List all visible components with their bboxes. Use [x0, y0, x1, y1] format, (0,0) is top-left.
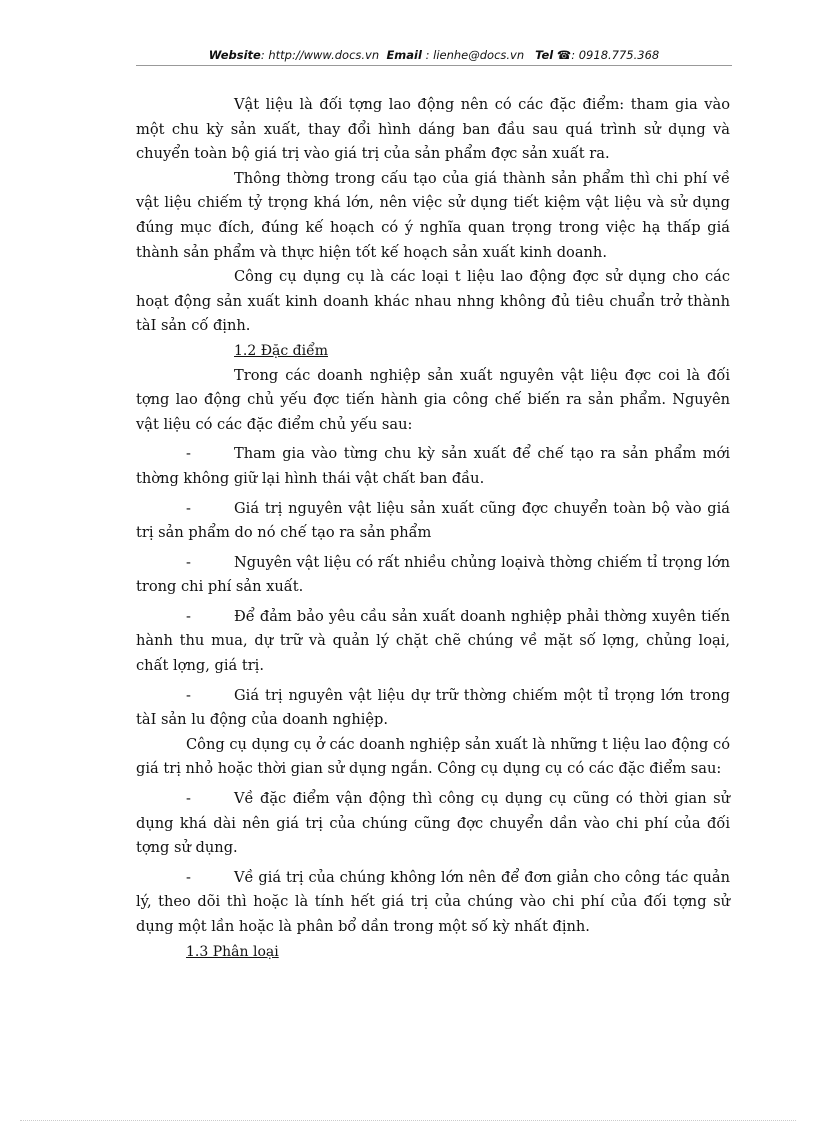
heading-1-2-text: 1.2 Đặc điểm: [234, 342, 328, 359]
list-item-text: Về giá trị của chúng không lớn nên để đơn giản cho công tác quản lý, theo dõi thì hoặc là tính hết giá trị của chúng vào chi phí của đối tợng sử dụng một lần hoặc là phân bổ dần trong một số kỳ nhất định.: [136, 868, 730, 935]
header-divider: [136, 65, 732, 66]
page-header: [136, 48, 732, 62]
footer-divider: [20, 1120, 796, 1121]
paragraph-cost-share: Thông thờng trong cấu tạo của giá thành sản phẩm thì chi phí về vật liệu chiếm tỷ trọng khá lớn, nên việc sử dụng tiết kiệm vật liệu và sử dụng đúng mục đích, đúng kế hoạch có ý nghĩa quan trọng trong việc hạ thấp giá thành sản phẩm và thực hiện tốt kế hoạch sản xuất kinh doanh.: [136, 169, 730, 261]
list-item: [136, 787, 730, 861]
email-address[interactable]: : lienhe@docs.vn: [425, 48, 525, 62]
list-item-text: Để đảm bảo yêu cầu sản xuất doanh nghiệp phải thờng xuyên tiến hành thu mua, dự trữ và quản lý chặt chẽ chúng về mặt số lợng, chủng loại, chất lợng, giá trị.: [136, 607, 730, 675]
list-item: [136, 684, 730, 733]
bullet-dash: -: [186, 445, 191, 463]
list-item-text: Về đặc điểm vận động thì công cụ dụng cụ cũng có thời gian sử dụng khá dài nên giá trị của chúng cũng đợc chuyển dần vào chi phí của đối tợng sử dụng.: [136, 790, 730, 857]
paragraph-tool-characteristics: Công cụ dụng cụ ở các doanh nghiệp sản xuất là những t liệu lao động có giá trị nhỏ hoặc thời gian sử dụng ngắn. Công cụ dụng cụ có các đặc điểm sau:: [136, 735, 730, 778]
tel-label: Tel: [535, 48, 554, 62]
bullet-dash: -: [186, 553, 191, 571]
website-url[interactable]: : http://www.docs.vn: [260, 48, 380, 62]
list-item: [136, 497, 730, 546]
list-item-text: Nguyên vật liệu có rất nhiều chủng loạivà thờng chiếm tỉ trọng lớn trong chi phí sản xuất.: [136, 553, 730, 596]
heading-1-3: [136, 940, 730, 965]
list-item: [136, 866, 730, 940]
list-item: [136, 551, 730, 600]
paragraph-characteristics: Trong các doanh nghiệp sản xuất nguyên vật liệu đợc coi là đối tợng lao động chủ yếu đợc tiến hành gia công chế biến ra sản phẩm. Nguyên vật liệu có các đặc điểm chủ yếu sau:: [136, 366, 730, 433]
document-body: [136, 93, 730, 964]
bullet-dash: -: [186, 790, 191, 808]
paragraph-materials: Vật liệu là đối tợng lao động nên có các đặc điểm: tham gia vào một chu kỳ sản xuất, thay đổi hình dáng ban đầu sau quá trình sử dụng và chuyển toàn bộ giá trị vào giá trị của sản phẩm đợc sản xuất ra.: [136, 96, 730, 163]
website-label: Website: [208, 48, 261, 62]
tel-number: ☎: 0918.775.368: [556, 48, 660, 62]
list-item: [136, 442, 730, 491]
list-item-text: Giá trị nguyên vật liệu dự trữ thờng chiếm một tỉ trọng lớn trong tàI sản lu động của doanh nghiệp.: [136, 686, 730, 729]
list-item-text: Giá trị nguyên vật liệu sản xuất cũng đợc chuyển toàn bộ vào giá trị sản phẩm do nó chế tạo ra sản phẩm: [136, 499, 730, 542]
paragraph-tools: Công cụ dụng cụ là các loại t liệu lao động đợc sử dụng cho các hoạt động sản xuất kinh doanh khác nhau nhng không đủ tiêu chuẩn trở thành tàI sản cố định.: [136, 268, 730, 335]
heading-1-2: [136, 339, 730, 364]
bullet-dash: -: [186, 499, 191, 517]
heading-1-3-text: 1.3 Phân loại: [186, 943, 279, 960]
email-label: Email: [386, 48, 422, 62]
bullet-dash: -: [186, 868, 191, 886]
list-item: [136, 605, 730, 679]
bullet-dash: -: [186, 607, 191, 625]
bullet-dash: -: [186, 686, 191, 704]
list-item-text: Tham gia vào từng chu kỳ sản xuất để chế tạo ra sản phẩm mới thờng không giữ lại hình thái vật chất ban đầu.: [136, 445, 730, 487]
